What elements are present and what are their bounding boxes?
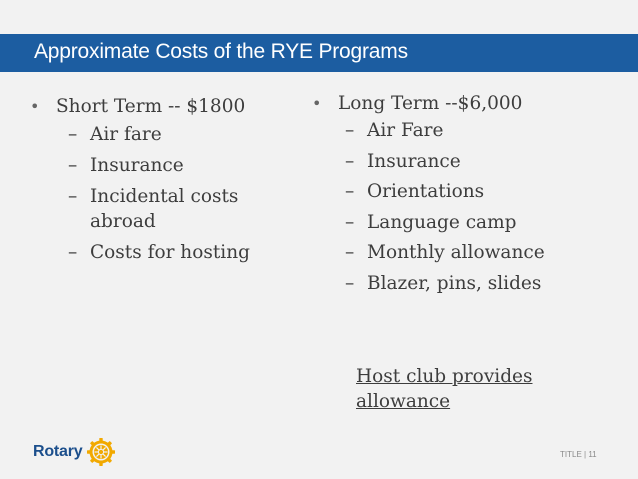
sub-bullet [310,177,630,208]
sub-bullet [28,122,298,147]
title-bar [0,34,638,72]
sub-bullet-text: Air Fare [367,120,444,141]
dash-icon: – [345,150,355,172]
bullet-icon: • [312,94,322,113]
left-column [28,92,298,265]
right-heading: Long Term --$6,000 [338,93,523,114]
slide-footer [560,450,597,459]
sub-bullet [28,153,298,178]
host-club-note: Host club provides allowance [356,366,533,412]
dash-icon: – [345,181,355,202]
dash-icon: – [68,186,78,207]
sub-bullet [28,240,298,265]
dash-icon: – [345,242,355,263]
sub-bullet [310,147,630,178]
dash-icon: – [345,211,355,233]
sub-bullet-text: Blazer, pins, slides [367,272,542,294]
dash-icon: – [68,124,78,145]
dash-icon: – [68,242,78,263]
sub-bullet-text: Incidental costs abroad [90,186,239,232]
sub-bullet-text: Insurance [367,150,461,172]
dash-icon: – [345,272,355,294]
sub-bullet [28,184,260,234]
bullet-heading [310,92,630,116]
slide-title: Approximate Costs of the RYE Programs [34,40,408,63]
sub-bullet-text: Orientations [367,181,485,202]
dash-icon: – [68,155,78,176]
sub-bullet [310,116,630,147]
page-number: 11 [588,450,597,459]
sub-bullet [310,208,630,239]
rotary-logo [33,432,116,472]
sub-bullet-text: Air fare [90,124,162,145]
left-heading: Short Term -- $1800 [56,96,246,117]
sub-bullet-text: Monthly allowance [367,242,545,263]
footer-separator: | [584,450,587,459]
sub-bullet-text: Insurance [90,155,184,176]
rotary-wheel-icon [86,437,116,467]
sub-bullet [310,269,630,300]
sub-bullet-text: Language camp [367,211,517,233]
dash-icon: – [345,120,355,141]
bullet-icon: • [30,97,40,116]
logo-wordmark: Rotary [33,443,83,460]
sub-bullet-text: Costs for hosting [90,242,250,263]
right-column [310,92,630,299]
sub-bullet [310,238,630,269]
footer-title: TITLE [560,450,582,459]
bullet-heading [28,92,298,122]
